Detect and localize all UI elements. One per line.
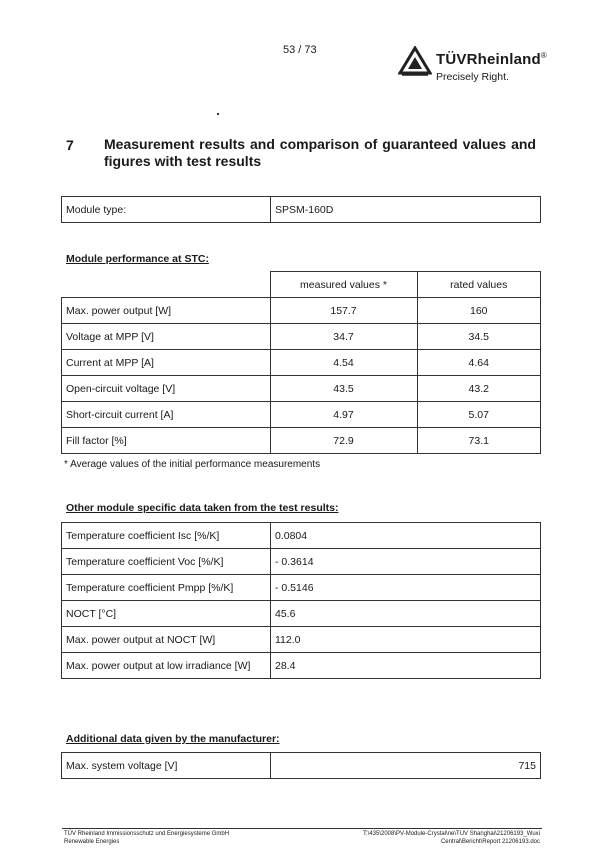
- row-label: Temperature coefficient Isc [%/K]: [62, 523, 271, 549]
- row-label: Fill factor [%]: [62, 428, 271, 454]
- column-header-measured: measured values *: [270, 272, 417, 298]
- measured-value: 72.9: [270, 428, 417, 454]
- empty-header-cell: [62, 272, 271, 298]
- table-row: [62, 653, 541, 679]
- row-label: Temperature coefficient Pmpp [%/K]: [62, 575, 271, 601]
- row-label: Short-circuit current [A]: [62, 402, 271, 428]
- manufacturer-table: [61, 752, 541, 779]
- table-row: [62, 324, 541, 350]
- manufacturer-heading: Additional data given by the manufacturer:: [66, 733, 280, 745]
- rated-value: 34.5: [417, 324, 541, 350]
- logo-tagline: Precisely Right.: [436, 71, 509, 83]
- section-number: 7: [66, 137, 74, 153]
- performance-table: [61, 271, 541, 454]
- measured-value: 34.7: [270, 324, 417, 350]
- tuv-logo: [398, 44, 568, 88]
- table-row: [62, 197, 541, 223]
- row-label: Open-circuit voltage [V]: [62, 376, 271, 402]
- tuv-triangle-icon: [398, 46, 432, 76]
- rated-value: 160: [417, 298, 541, 324]
- rated-value: 73.1: [417, 428, 541, 454]
- row-value: 28.4: [271, 653, 541, 679]
- table-header-row: [62, 272, 541, 298]
- measured-value: 4.97: [270, 402, 417, 428]
- footer-file-path: T:\435\2008\PV-Module-Crystal\ne\TUV Shanghai\21206193_Wuxi: [363, 831, 540, 837]
- footer-right: [340, 830, 540, 846]
- scan-speck: [217, 113, 219, 115]
- row-value: 45.6: [271, 601, 541, 627]
- column-header-rated: rated values: [417, 272, 541, 298]
- table-row: [62, 627, 541, 653]
- footer-left: [64, 830, 229, 846]
- other-data-table: [61, 522, 541, 679]
- rated-value: 5.07: [417, 402, 541, 428]
- row-label: Current at MPP [A]: [62, 350, 271, 376]
- footer-file-name: Central\Bericht\Report 21206193.doc: [440, 839, 540, 845]
- row-label: Max. system voltage [V]: [62, 753, 271, 779]
- table-row: [62, 376, 541, 402]
- row-label: Max. power output [W]: [62, 298, 271, 324]
- measured-value: 4.54: [270, 350, 417, 376]
- measured-value: 157.7: [270, 298, 417, 324]
- module-type-label: Module type:: [62, 197, 271, 223]
- performance-footnote: * Average values of the initial performance measurements: [64, 459, 321, 470]
- table-row: [62, 428, 541, 454]
- row-value: 112.0: [271, 627, 541, 653]
- measured-value: 43.5: [270, 376, 417, 402]
- row-value: 715: [271, 753, 541, 779]
- other-data-heading: Other module specific data taken from the test results:: [66, 502, 339, 514]
- row-value: 0.0804: [271, 523, 541, 549]
- module-type-value: SPSM-160D: [271, 197, 541, 223]
- rated-value: 4.64: [417, 350, 541, 376]
- table-row: [62, 549, 541, 575]
- row-label: Max. power output at NOCT [W]: [62, 627, 271, 653]
- row-label: Max. power output at low irradiance [W]: [62, 653, 271, 679]
- table-row: [62, 298, 541, 324]
- footer-divider: [62, 828, 542, 829]
- module-type-table: [61, 196, 541, 223]
- table-row: [62, 402, 541, 428]
- table-row: [62, 753, 541, 779]
- table-row: [62, 523, 541, 549]
- row-value: - 0.5146: [271, 575, 541, 601]
- logo-brand: TÜVRheinland®: [436, 51, 548, 68]
- page-number: 53 / 73: [283, 44, 317, 56]
- row-label: NOCT [°C]: [62, 601, 271, 627]
- table-row: [62, 575, 541, 601]
- row-label: Temperature coefficient Voc [%/K]: [62, 549, 271, 575]
- row-label: Voltage at MPP [V]: [62, 324, 271, 350]
- row-value: - 0.3614: [271, 549, 541, 575]
- performance-heading: Module performance at STC:: [66, 253, 209, 265]
- rated-value: 43.2: [417, 376, 541, 402]
- section-title: Measurement results and comparison of guaranteed values and figures with test results: [104, 136, 536, 169]
- table-row: [62, 601, 541, 627]
- footer-company: TÜV Rheinland Immissionsschutz und Energiesysteme GmbH: [64, 831, 230, 837]
- table-row: [62, 350, 541, 376]
- footer-department: Renewable Energies: [64, 839, 120, 845]
